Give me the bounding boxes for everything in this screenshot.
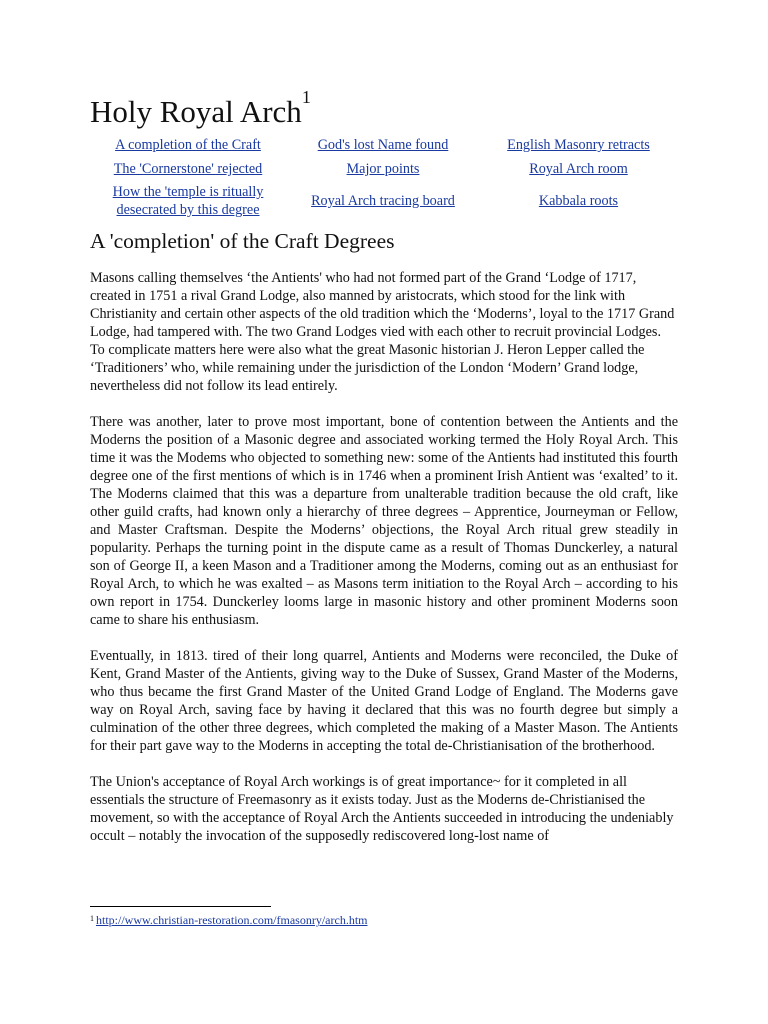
section-heading: A 'completion' of the Craft Degrees xyxy=(90,229,395,253)
footnote xyxy=(90,912,368,928)
link-tracing-board[interactable]: Royal Arch tracing board xyxy=(311,193,455,209)
link-cornerstone-rejected[interactable]: The 'Cornerstone' rejected xyxy=(113,161,263,177)
link-temple-desecrated[interactable]: How the 'temple is ritually desecrated by this degree xyxy=(112,184,264,218)
section-links-table xyxy=(90,133,677,221)
paragraph-contention: There was another, later to prove most important, bone of contention between the Antients and the Moderns the position of a Masonic degree and associated working termed the Holy Royal Arch. This time it was the Modems who objected to something new: some of the Antients had instituted this fourth degree one of the first mentions of which is in 1746 when a prominent Irish Antient was ‘exalted’ to it. The Moderns claimed that this was a departure from unalterable tradition because the old craft, like other guild crafts, had known only a hierarchy of three degrees – Apprentice, Journeyman or Fellow, and Master Craftsman. Despite the Moderns’ objections, the Royal Arch ritual grew steadily in popularity. Perhaps the turning point in the dispute came as a result of Thomas Dunckerley, a natural son of George II, a keen Mason and a Traditioner among the Moderns, coming out as an enthusiast for Royal Arch, to which he was exalted – as Masons term initiation to the Royal Arch – according to his own report in 1754. Dunckerley looms large in masonic history and other prominent Moderns soon came to share his enthusiasm. xyxy=(90,414,678,628)
footnote-number: 1 xyxy=(90,914,94,923)
link-english-masonry-retracts[interactable]: English Masonry retracts xyxy=(507,137,650,153)
paragraph-reconciliation: Eventually, in 1813. tired of their long quarrel, Antients and Moderns were reconciled, the Duke of Kent, Grand Master of the Antients, giving way to the Duke of Sussex, Grand Master of the Moderns, who thus became the first Grand Master of the United Grand Lodge of England. The Moderns gave way on Royal Arch, saving face by having it declared that this was no fourth degree but simply a culmination of the other three degrees, which completed the making of a Master Mason. The Antients for their part gave way to the Moderns in accepting the total de-Christianisation of the brotherhood. xyxy=(90,648,678,754)
paragraph-union-acceptance: The Union's acceptance of Royal Arch workings is of great importance~ for it completed in all essentials the structure of Freemasonry as it exists today. Just as the Moderns de-Christianised the movement, so with the acceptance of Royal Arch the Antients succeeded in introducing the undeniably occult – notably the invocation of the supposedly rediscovered long-lost name of xyxy=(90,774,674,844)
link-completion-of-craft[interactable]: A completion of the Craft xyxy=(115,137,261,153)
paragraph-antients-lodge: Masons calling themselves ‘the Antients' who had not formed part of the Grand ‘Lodge of 1717, created in 1751 a rival Grand Lodge, also manned by aristocrats, which stood for the link with Christianity and certain other aspects of the old tradition which the ‘Moderns’, loyal to the 1717 Grand Lodge, had tampered with. The two Grand Lodges vied with each other to recruit provincial Lodges. To complicate matters here were also what the great Masonic historian J. Heron Lepper called the ‘Traditioners’ who, while remaining under the jurisdiction of the London ‘Modern’ Grand lodge, nevertheless did not follow its lead entirely. xyxy=(90,270,675,394)
article-body xyxy=(90,269,678,863)
footnote-link[interactable]: http://www.christian-restoration.com/fmasonry/arch.htm xyxy=(96,913,368,927)
link-kabbala-roots[interactable]: Kabbala roots xyxy=(538,193,619,209)
link-gods-lost-name[interactable]: God's lost Name found xyxy=(317,137,449,153)
page-title xyxy=(90,87,311,132)
footnote-divider xyxy=(90,906,271,907)
link-major-points[interactable]: Major points xyxy=(346,161,420,177)
title-footnote-ref[interactable]: 1 xyxy=(301,87,311,107)
title-text: Holy Royal Arch xyxy=(90,94,302,129)
link-royal-arch-room[interactable]: Royal Arch room xyxy=(529,161,628,177)
